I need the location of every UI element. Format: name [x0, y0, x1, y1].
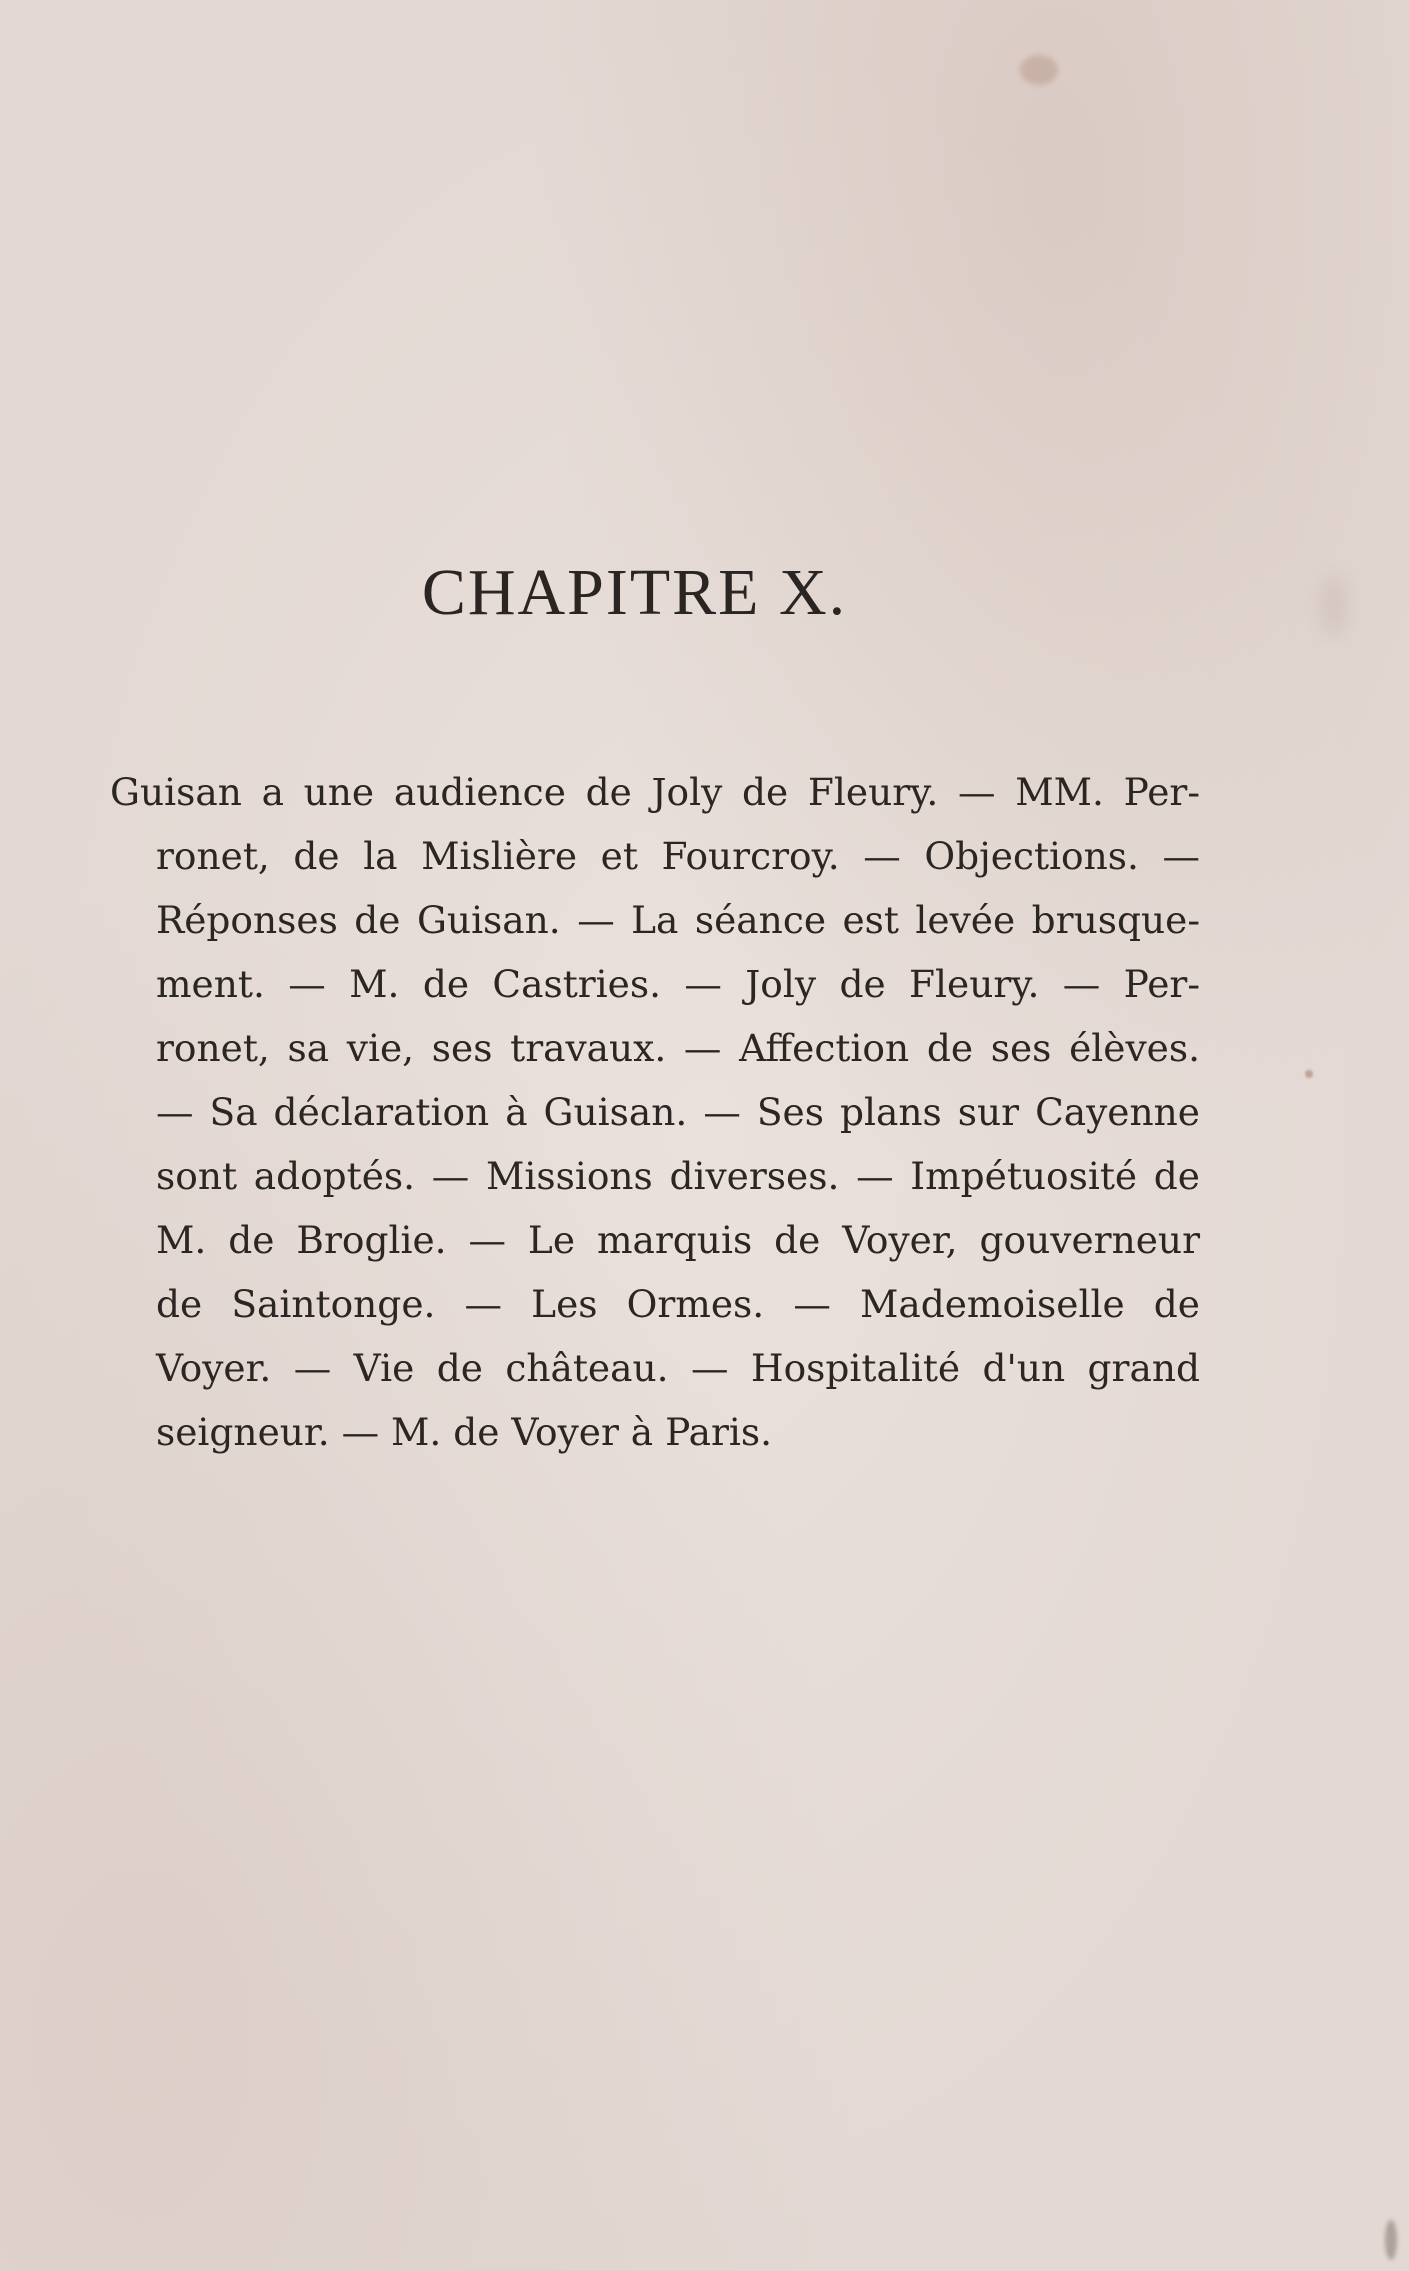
summary-line: ronet, sa vie, ses travaux. — Affection de ses élèves.	[156, 1026, 1200, 1070]
summary-line: de Saintonge. — Les Ormes. — Mademoiselle de	[156, 1282, 1200, 1326]
summary-line: ment. — M. de Castries. — Joly de Fleury. — Per-	[156, 962, 1200, 1006]
summary-line: ronet, de la Mislière et Fourcroy. — Objections. —	[156, 834, 1200, 878]
summary-line: seigneur. — M. de Voyer à Paris.	[156, 1410, 773, 1454]
chapter-summary	[110, 760, 1200, 1464]
paper-stain	[1305, 1070, 1313, 1078]
summary-line: — Sa déclaration à Guisan. — Ses plans sur Cayenne	[156, 1090, 1200, 1134]
summary-line: Réponses de Guisan. — La séance est levée brusque-	[156, 898, 1200, 942]
paper-stain	[1020, 55, 1058, 85]
summary-line: sont adoptés. — Missions diverses. — Impétuosité de	[156, 1154, 1200, 1198]
chapter-title: CHAPITRE X.	[421, 556, 848, 629]
summary-line: Voyer. — Vie de château. — Hospitalité d'un grand	[156, 1346, 1200, 1390]
summary-line: Guisan a une audience de Joly de Fleury. — MM. Per-	[110, 770, 1200, 814]
paper-stain	[1385, 2220, 1397, 2260]
summary-line: M. de Broglie. — Le marquis de Voyer, gouverneur	[156, 1218, 1200, 1262]
